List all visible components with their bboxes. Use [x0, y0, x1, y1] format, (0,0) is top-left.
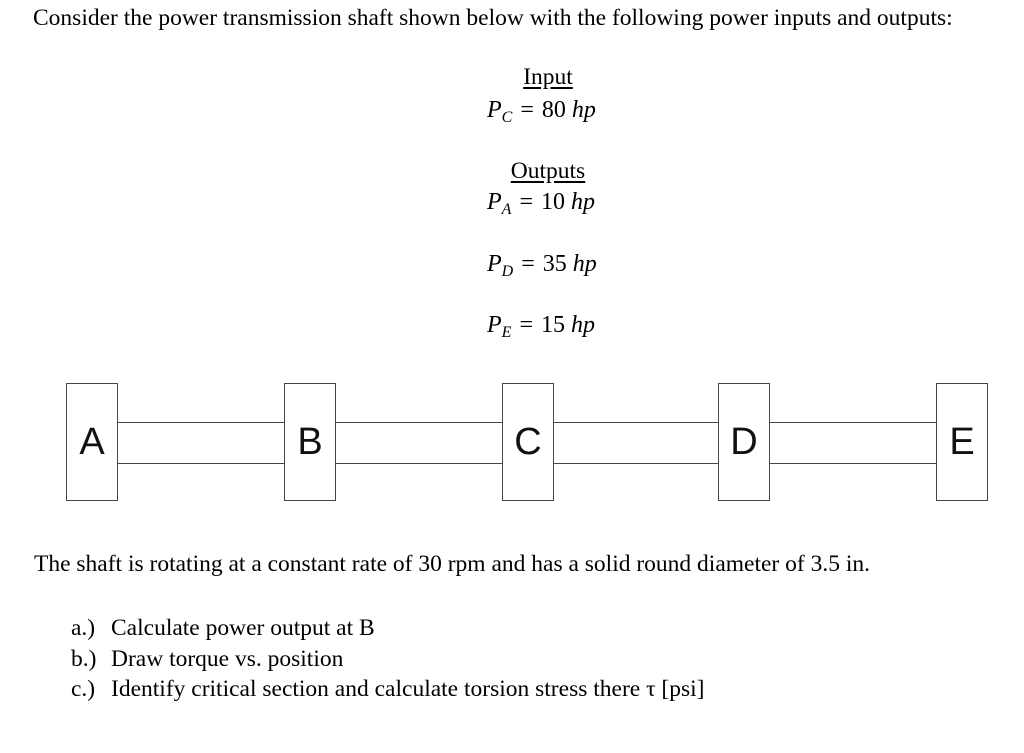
equation-symbol: P — [487, 251, 502, 277]
problem-intro: Consider the power transmission shaft shown below with the following power inputs and outputs: — [33, 5, 953, 31]
equation-symbol: P — [487, 312, 502, 338]
equation-subscript: C — [501, 109, 513, 126]
equation-subscript: A — [501, 201, 512, 218]
equation-value: 80 — [541, 97, 566, 123]
equation-symbol: P — [487, 97, 502, 123]
equation-unit: hp — [572, 251, 597, 277]
node-e: E — [936, 383, 988, 501]
shaft-segment-de — [770, 422, 936, 464]
equation-value: 15 — [541, 312, 565, 338]
question-text: Calculate power output at B — [111, 615, 375, 641]
node-c: C — [502, 383, 554, 501]
question-label: b.) — [71, 645, 97, 672]
input-heading-wrap — [36, 64, 1024, 91]
shaft-segment-ab — [118, 422, 284, 464]
equation-pa — [487, 189, 595, 219]
question-item — [71, 644, 704, 675]
node-a: A — [66, 383, 118, 501]
equation-subscript: D — [501, 263, 514, 280]
outputs-heading-wrap — [36, 158, 1024, 185]
question-item — [71, 674, 704, 705]
outputs-heading: Outputs — [510, 158, 586, 184]
equation-subscript: E — [501, 324, 512, 341]
equation-value: 10 — [541, 189, 565, 215]
node-b: B — [284, 383, 336, 501]
equation-operator: = — [519, 189, 533, 215]
question-text: Draw torque vs. position — [111, 645, 344, 672]
problem-statement: The shaft is rotating at a constant rate of 30 rpm and has a solid round diameter of 3.5 in. — [34, 551, 870, 577]
equation-symbol: P — [487, 189, 502, 215]
question-list — [71, 613, 704, 705]
equation-pe — [487, 312, 595, 342]
question-item — [71, 613, 704, 644]
equation-unit: hp — [571, 189, 595, 215]
equation-unit: hp — [571, 97, 596, 123]
shaft-segment-cd — [554, 422, 718, 464]
equation-unit: hp — [571, 312, 595, 338]
input-heading: Input — [523, 64, 573, 90]
equation-operator: = — [521, 251, 535, 277]
equation-operator: = — [520, 97, 534, 123]
shaft-segment-bc — [336, 422, 502, 464]
node-d: D — [718, 383, 770, 501]
question-label: a.) — [71, 615, 96, 641]
equation-pd — [487, 251, 597, 281]
question-text: Identify critical section and calculate torsion stress there τ [psi] — [111, 676, 705, 702]
equation-operator: = — [519, 312, 533, 338]
question-label: c.) — [71, 676, 96, 702]
equation-pc — [487, 97, 596, 127]
equation-value: 35 — [542, 251, 567, 277]
